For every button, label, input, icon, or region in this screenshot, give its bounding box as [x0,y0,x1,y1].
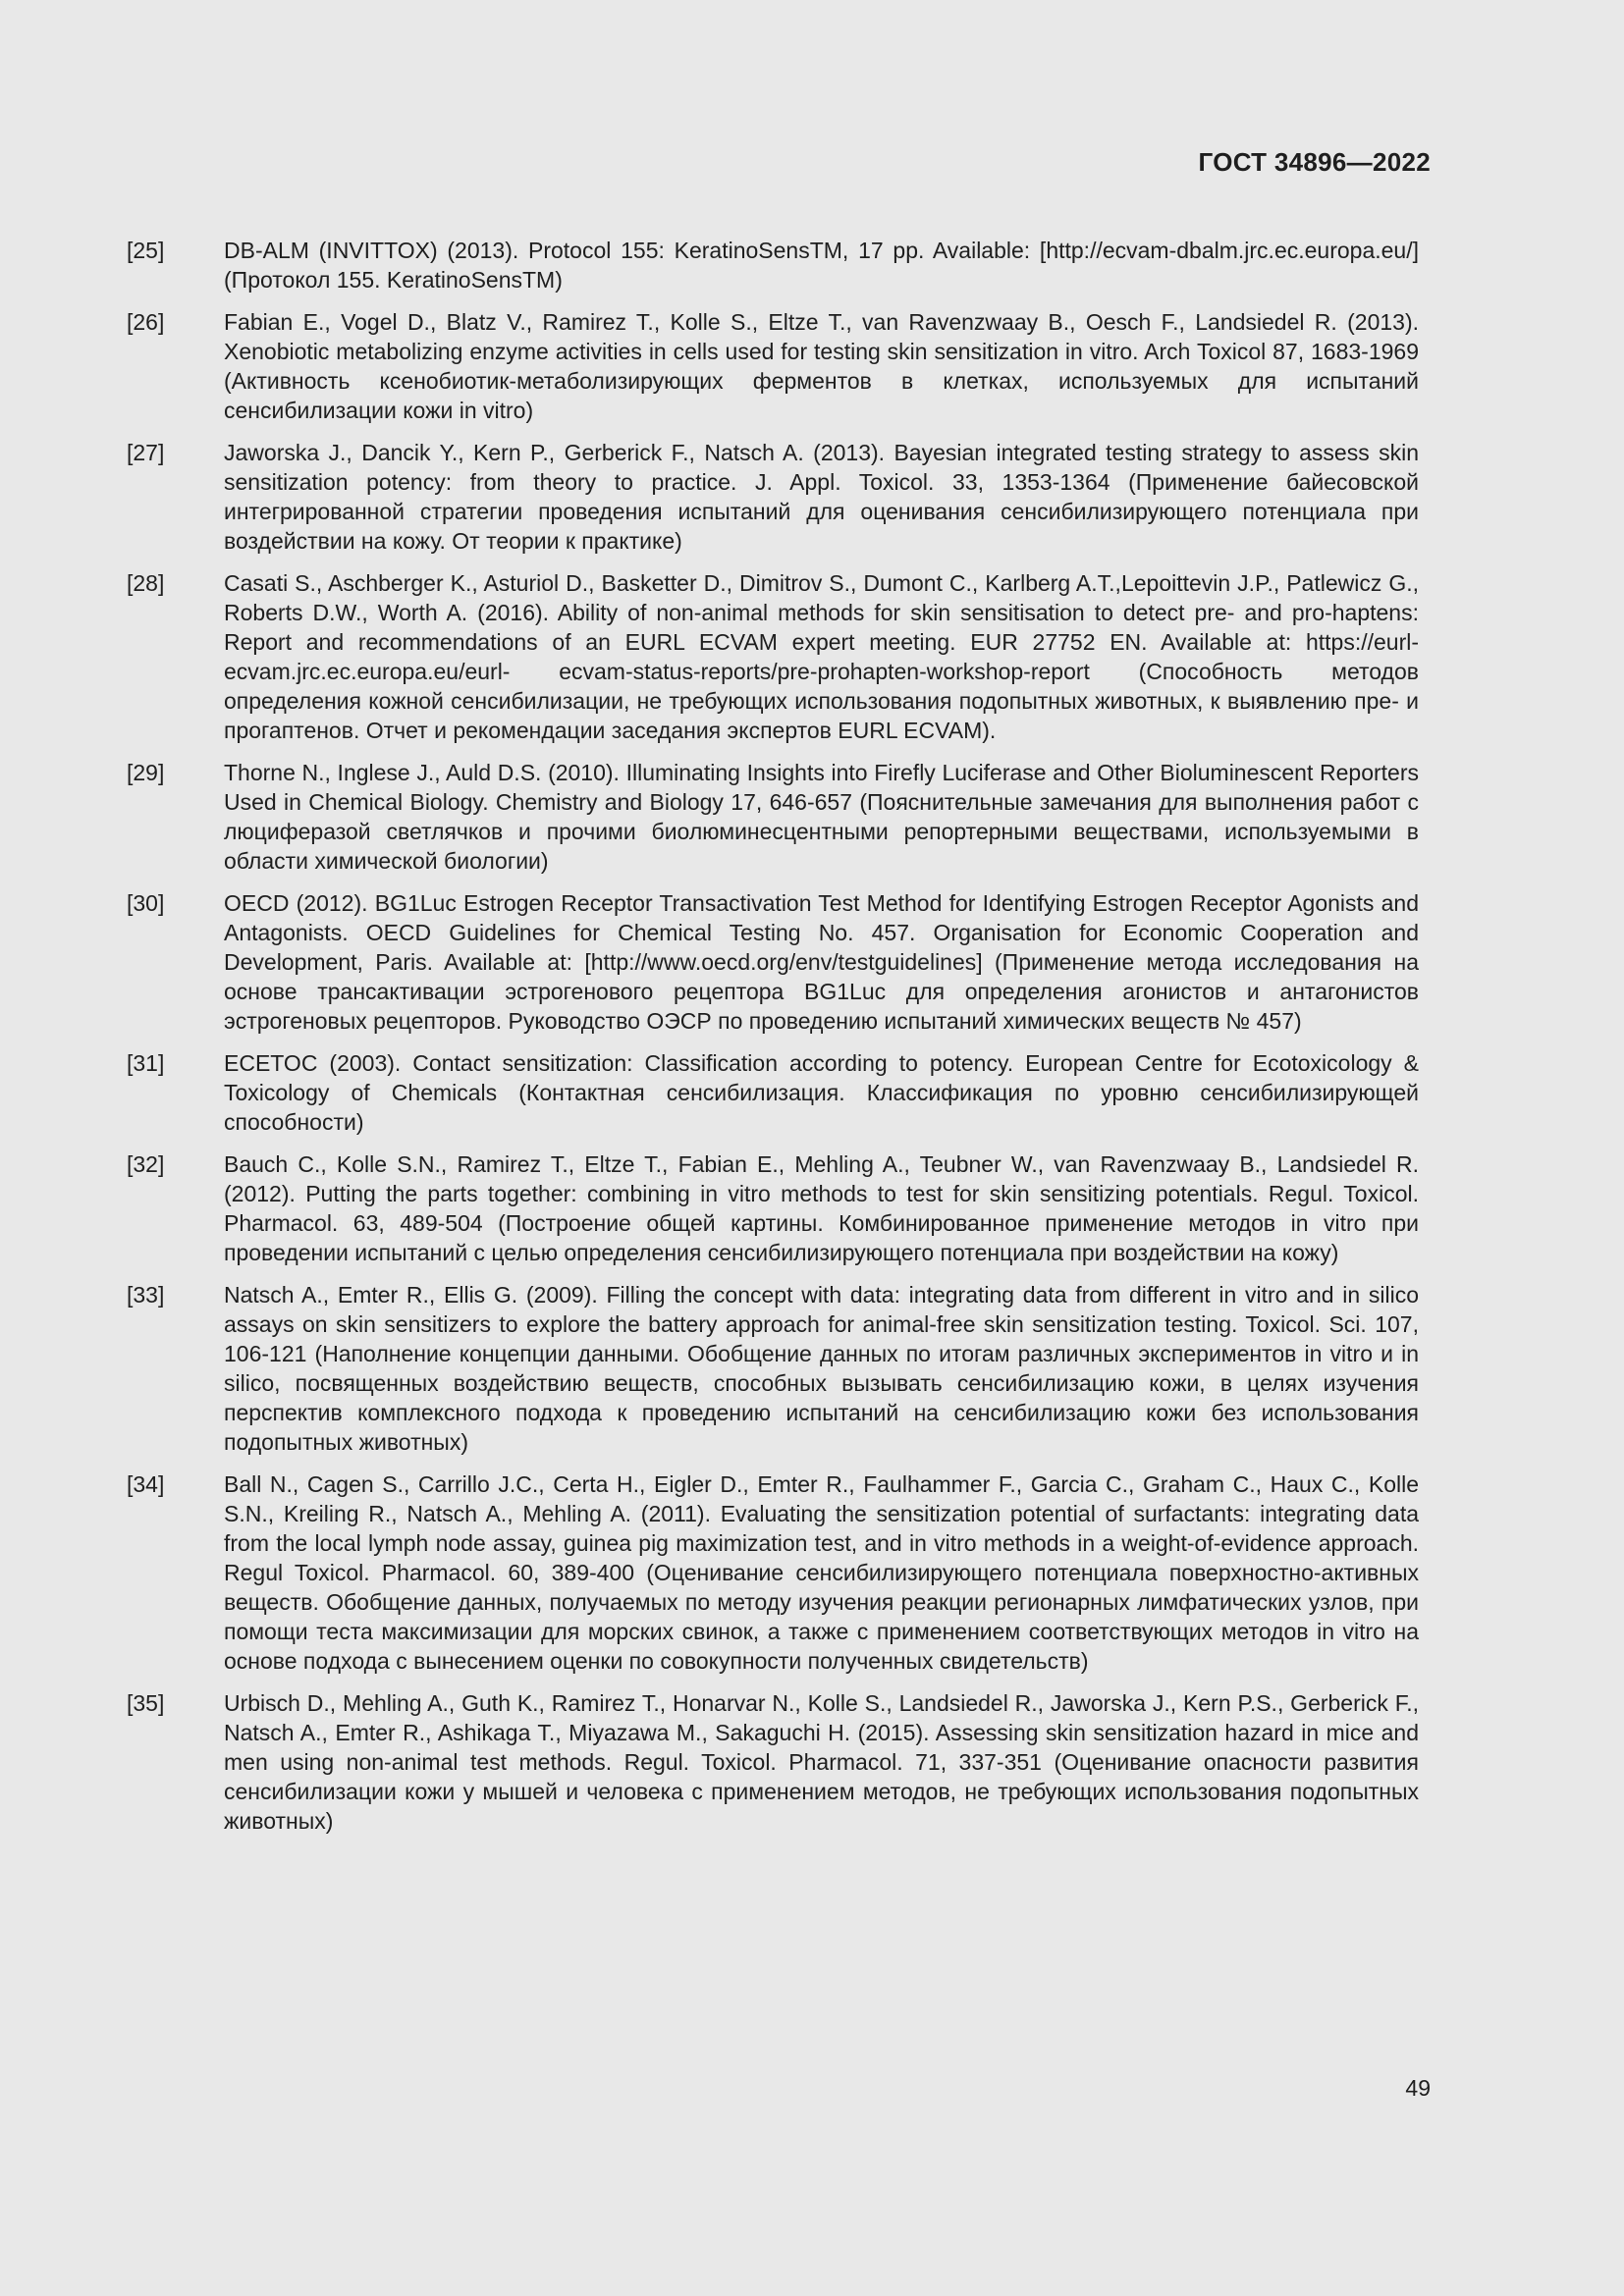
reference-number: [28] [127,570,165,596]
page-number: 49 [1405,2075,1431,2101]
reference-text: Jaworska J., Dancik Y., Kern P., Gerberick F., Natsch A. (2013). Bayesian integrated testing strategy to assess skin sensitization potency: from theory to practice. J. Appl. Toxicol. 33, 1353-1364 (Применение байесовской интегрированной стратегии проведения испытаний для оценивания сенсибилизирующего потенциала при воздействии на кожу. От теории к практике) [224,440,1419,554]
reference-text: Fabian E., Vogel D., Blatz V., Ramirez T., Kolle S., Eltze T., van Ravenzwaay B., Oesch F., Landsiedel R. (2013). Xenobiotic metabolizing enzyme activities in cells used for testing skin sensitization in vitro. Arch Toxicol 87, 1683-1969 (Активность ксенобиотик-метаболизирующих ферментов в клетках, используемых для испытаний сенсибилизации кожи in vitro) [224,309,1419,423]
reference-item [127,1688,1419,1836]
reference-text: Bauch C., Kolle S.N., Ramirez T., Eltze T., Fabian E., Mehling A., Teubner W., van Ravenzwaay B., Landsiedel R. (2012). Putting the parts together: combining in vitro methods to test for skin sensitizing potentials. Regul. Toxicol. Pharmacol. 63, 489-504 (Построение общей картины. Комбинированное применение методов in vitro при проведении испытаний с целью определения сенсибилизирующего потенциала при воздействии на кожу) [224,1151,1419,1265]
reference-number: [27] [127,440,165,465]
bibliography-list [127,236,1419,1848]
reference-number: [35] [127,1690,165,1716]
reference-item [127,1280,1419,1457]
reference-item [127,438,1419,556]
reference-text: ECETOC (2003). Contact sensitization: Classification according to potency. European Centre for Ecotoxicology & Toxicology of Chemicals (Контактная сенсибилизация. Классификация по уровню сенсибилизирующей способности) [224,1050,1419,1135]
reference-number: [32] [127,1151,165,1177]
reference-number: [34] [127,1471,165,1497]
reference-text: DB-ALM (INVITTOX) (2013). Protocol 155: KeratinoSensTM, 17 pp. Available: [http://ecvam-dbalm.jrc.ec.europa.eu/] (Протокол 155. KeratinoSensTM) [224,238,1419,293]
reference-text: Natsch A., Emter R., Ellis G. (2009). Filling the concept with data: integrating data from different in vitro and in silico assays on skin sensitizers to explore the battery approach for animal-free skin sensitization testing. Toxicol. Sci. 107, 106-121 (Наполнение концепции данными. Обобщение данных по итогам различных экспериментов in vitro и in silico, посвященных воздействию веществ, способных вызывать сенсибилизацию кожи, в целях изучения перспектив комплексного подхода к проведению испытаний на сенсибилизацию кожи без использования подопытных животных) [224,1282,1419,1455]
reference-number: [31] [127,1050,165,1076]
reference-text: Casati S., Aschberger K., Asturiol D., Basketter D., Dimitrov S., Dumont C., Karlberg A.T.,Lepoittevin J.P., Patlewicz G., Roberts D.W., Worth A. (2016). Ability of non-animal methods for skin sensitisation to detect pre- and pro-haptens: Report and recommendations of an EURL ECVAM expert meeting. EUR 27752 EN. Available at: https://eurl-ecvam.jrc.ec.europa.eu/eurl- ecvam-status-reports/pre-prohapten-workshop-report (Способность методов определения кожной сенсибилизации, не требующих использования подопытных животных, к выявлению пре- и прогаптенов. Отчет и рекомендации заседания экспертов EURL ECVAM). [224,570,1419,743]
reference-item [127,1469,1419,1676]
reference-text: OECD (2012). BG1Luc Estrogen Receptor Transactivation Test Method for Identifying Estrogen Receptor Agonists and Antagonists. OECD Guidelines for Chemical Testing No. 457. Organisation for Economic Cooperation and Development, Paris. Available at: [http://www.oecd.org/env/testguidelines] (Применение метода исследования на основе трансактивации эстрогенового рецептора BG1Luc для определения агонистов и антагонистов эстрогеновых рецепторов. Руководство ОЭСР по проведению испытаний химических веществ № 457) [224,890,1419,1034]
reference-item [127,307,1419,425]
reference-text: Ball N., Cagen S., Carrillo J.C., Certa H., Eigler D., Emter R., Faulhammer F., Garcia C., Graham C., Haux C., Kolle S.N., Kreiling R., Natsch A., Mehling A. (2011). Evaluating the sensitization potential of surfactants: integrating data from the local lymph node assay, guinea pig maximization test, and in vitro methods in a weight-of-evidence approach. Regul Toxicol. Pharmacol. 60, 389-400 (Оценивание сенсибилизирующего потенциала поверхностно-активных веществ. Обобщение данных, получаемых по методу изучения реакции регионарных лимфатических узлов, при помощи теста максимизации для морских свинок, а также с применением соответствующих методов in vitro на основе подхода с вынесением оценки по совокупности полученных свидетельств) [224,1471,1419,1674]
reference-text: Urbisch D., Mehling A., Guth K., Ramirez T., Honarvar N., Kolle S., Landsiedel R., Jaworska J., Kern P.S., Gerberick F., Natsch A., Emter R., Ashikaga T., Miyazawa M., Sakaguchi H. (2015). Assessing skin sensitization hazard in mice and men using non-animal test methods. Regul. Toxicol. Pharmacol. 71, 337-351 (Оценивание опасности развития сенсибилизации кожи у мышей и человека с применением методов, не требующих использования подопытных животных) [224,1690,1419,1834]
reference-item [127,1048,1419,1137]
reference-number: [26] [127,309,165,335]
reference-number: [29] [127,760,165,785]
reference-item [127,568,1419,745]
reference-text: Thorne N., Inglese J., Auld D.S. (2010). Illuminating Insights into Firefly Luciferase and Other Bioluminescent Reporters Used in Chemical Biology. Chemistry and Biology 17, 646-657 (Пояснительные замечания для выполнения работ с люциферазой светлячков и прочими биолюминесцентными репортерными веществами, используемыми в области химической биологии) [224,760,1419,874]
reference-number: [30] [127,890,165,916]
document-standard-header: ГОСТ 34896—2022 [1198,147,1431,177]
reference-item [127,758,1419,876]
reference-item [127,1149,1419,1267]
reference-number: [25] [127,238,165,263]
reference-item [127,236,1419,294]
reference-item [127,888,1419,1036]
reference-number: [33] [127,1282,165,1308]
